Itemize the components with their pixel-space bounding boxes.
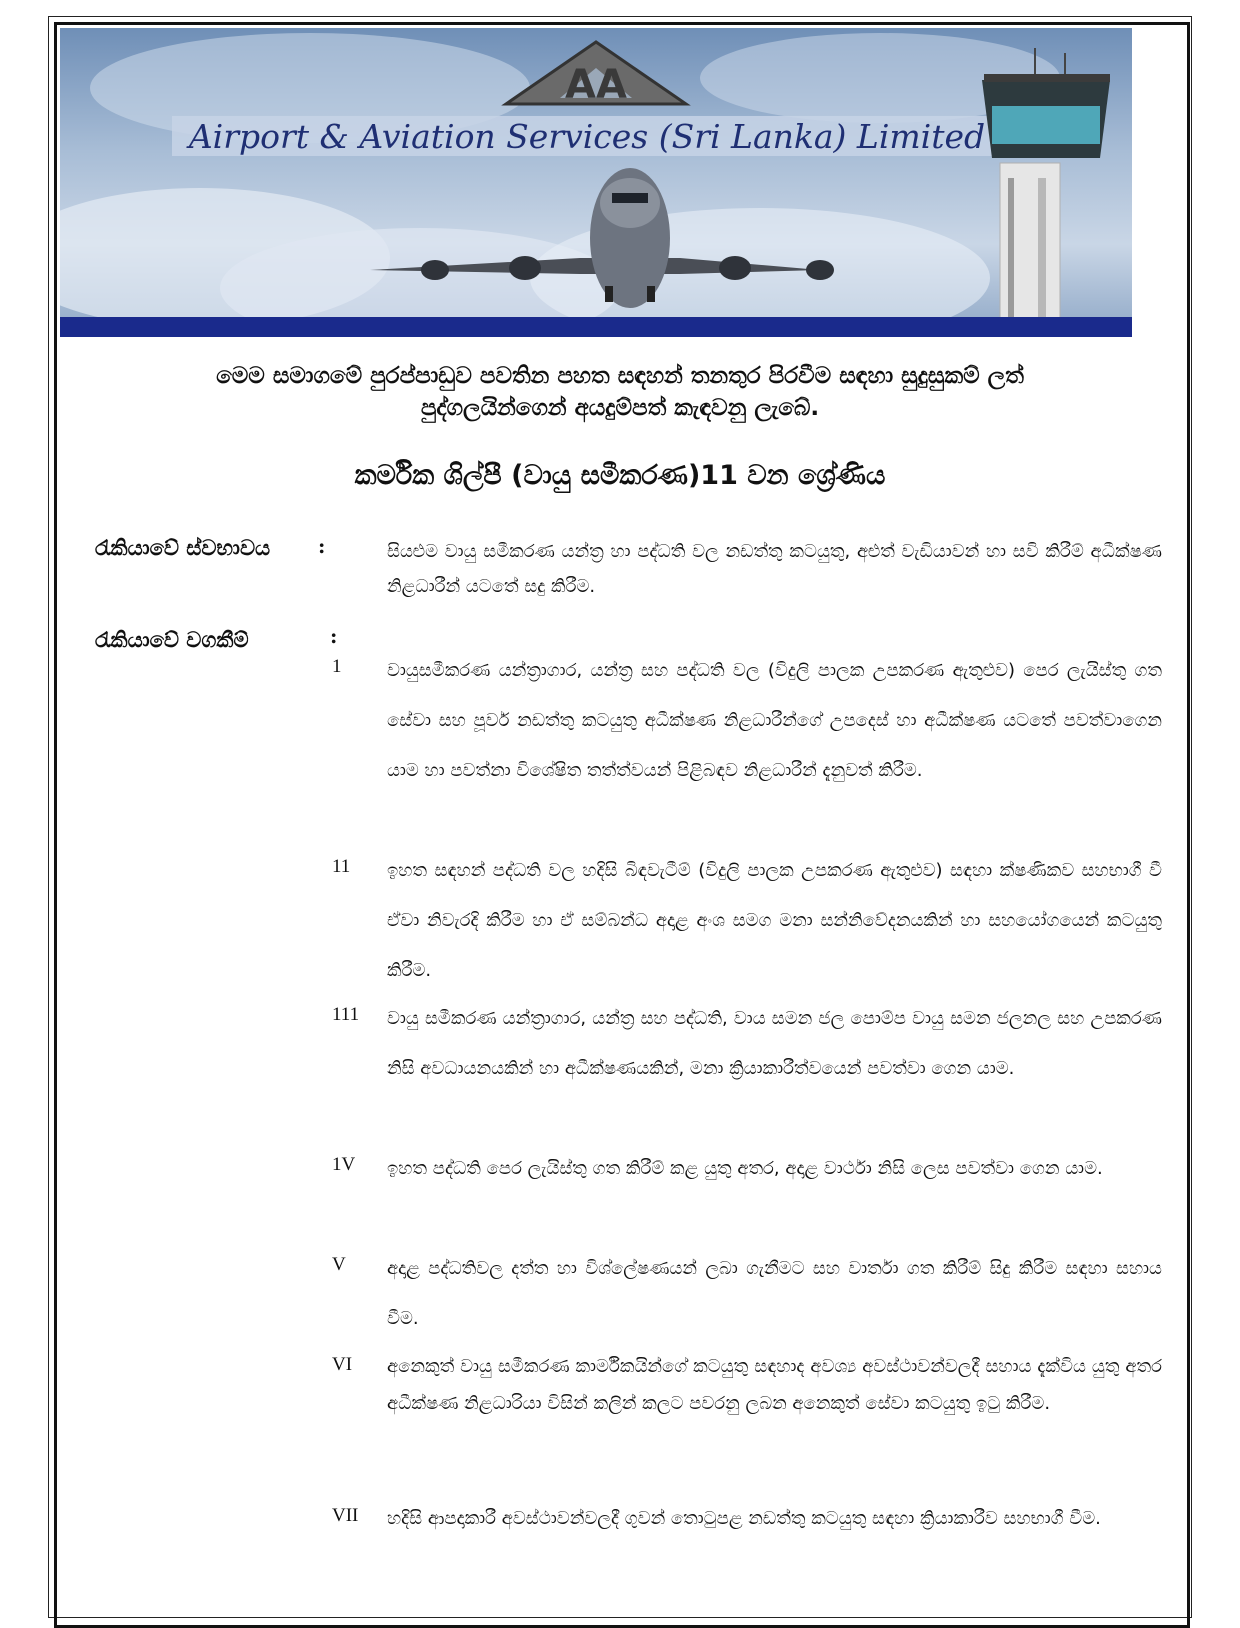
responsibility-text: හදිසි ආපදාකාරී අවස්ථාවන්වලදී ගුවන් තොටුපළ නඩත්තු කටයුතු සඳහා ක්‍රියාකාරීව සහභාගී වීම. (387, 1508, 1101, 1529)
company-name: Airport & Aviation Services (Sri Lanka) Limited (188, 117, 986, 156)
job-nature-text: සියළුම වායු සමීකරණ යන්ත්‍ර හා පද්ධති වල නඩත්තු කටයුතු, අළුත් වැඩියාවන් හා සවි කිරීම් අධීක්ෂණ නිළධාරීන් යටතේ සදු කිරීම. (387, 541, 1162, 597)
responsibilities-label: රැකියාවේ වගකීම් (95, 628, 249, 652)
responsibility-number: 1 (332, 656, 342, 677)
responsibility-number: VII (332, 1505, 359, 1526)
intro-heading-line-2: පුද්ගලයින්ගෙන් අයදුම්පත් කැඳවනු ලැබේ. (420, 395, 820, 421)
responsibility-text: ඉහත සඳහන් පද්ධති වල හදිසි බිඳවැටීම් (විදුලි පාලක උපකරණ ඇතුළුව) සඳහා ක්ෂණිකව සහභාගී වී ඒවා නිවැරදි කිරීම හා ඒ සම්බන්ධ අදාළ අංශ සමග මනා සන්නිවේදනයකින් හා සහයෝගයෙන් කටයුතු කිරීම. (387, 860, 1162, 981)
responsibility-text: වායුසමීකරණ යන්ත්‍රාගාර, යන්ත්‍ර සහ පද්ධති වල (විදුලි පාලක උපකරණ ඇතුළුව) පෙර ලැයිස්තු ගත සේවා සහ පූර්ව නඩත්තු කටයුතු අධීක්ෂණ නිළධාරීන්ගේ උපදෙස් හා අධීක්ෂණ යටතේ පවත්වාගෙන යාම හා පවත්නා විශේෂිත තත්ත්වයන් පිළිබඳව නිළධාරීන් දැනුවත් කිරීම. (387, 660, 1162, 781)
logo-letters: AA (565, 62, 627, 108)
responsibility-text: වායු සමීකරණ යන්ත්‍රාගාර, යන්ත්‍ර සහ පද්ධති, වාය සමන ජල පොම්ප වායු සමන ජලනල සහ උපකරණ නිසි අවධායනයකින් හා අධීක්ෂණයකින්, මනා ක්‍රියාකාරීත්වයෙන් පවත්වා ගෙන යාම. (387, 1008, 1162, 1079)
header-banner (60, 28, 1132, 337)
banner-illustration (60, 28, 1132, 337)
responsibility-text: අනෙකුත් වායු සමීකරණ කාර්මිකයින්ගේ කටයුතු සඳහාද අවශ්‍ය අවස්ථාවන්වලදී සහාය දැක්විය යුතු අතර අධීක්ෂණ නිළධාරියා විසින් කලින් කලට පවරනු ලබන අනෙකුත් සේවා කටයුතු ඉටු කිරීම. (387, 1356, 1162, 1414)
intro-heading-line-1: මෙම සමාගමේ පුරප්පාඩුව පවතින පහත සඳහන් තනතුර පිරවීම සඳහා සුදුසුකම් ලත් (216, 363, 1024, 389)
responsibilities-colon: : (330, 624, 338, 648)
responsibility-number: V (332, 1254, 346, 1275)
responsibility-number: 1V (332, 1154, 356, 1175)
post-title: කර්මික ශිල්පී (වායු සමීකරණ)11 වන ශ්‍රේණිය (354, 460, 886, 491)
intro-heading (120, 360, 1120, 424)
responsibility-number: 111 (332, 1004, 360, 1025)
company-logo (506, 42, 686, 108)
responsibility-text: අදාළ පද්ධතිවල දත්ත හා විශ්ලේෂණයන් ලබා ගැනීමට සහ වාර්තා ගත කිරීම් සිදු කිරීම සඳහා සහාය වීම. (387, 1258, 1162, 1329)
control-tower-graphic (982, 48, 1110, 337)
responsibility-number: VI (332, 1354, 353, 1375)
responsibility-text: ඉහත පද්ධති පෙර ලැයිස්තු ගත කිරීම් කළ යුතු අතර, අදාළ වාර්ථා නිසි ලෙස පවත්වා ගෙන යාම. (387, 1158, 1103, 1179)
banner-blue-strip (60, 317, 1132, 337)
responsibility-number: 11 (332, 856, 351, 877)
job-nature-colon: : (318, 534, 326, 558)
job-nature-label: රැකියාවේ ස්වභාවය (95, 536, 271, 560)
